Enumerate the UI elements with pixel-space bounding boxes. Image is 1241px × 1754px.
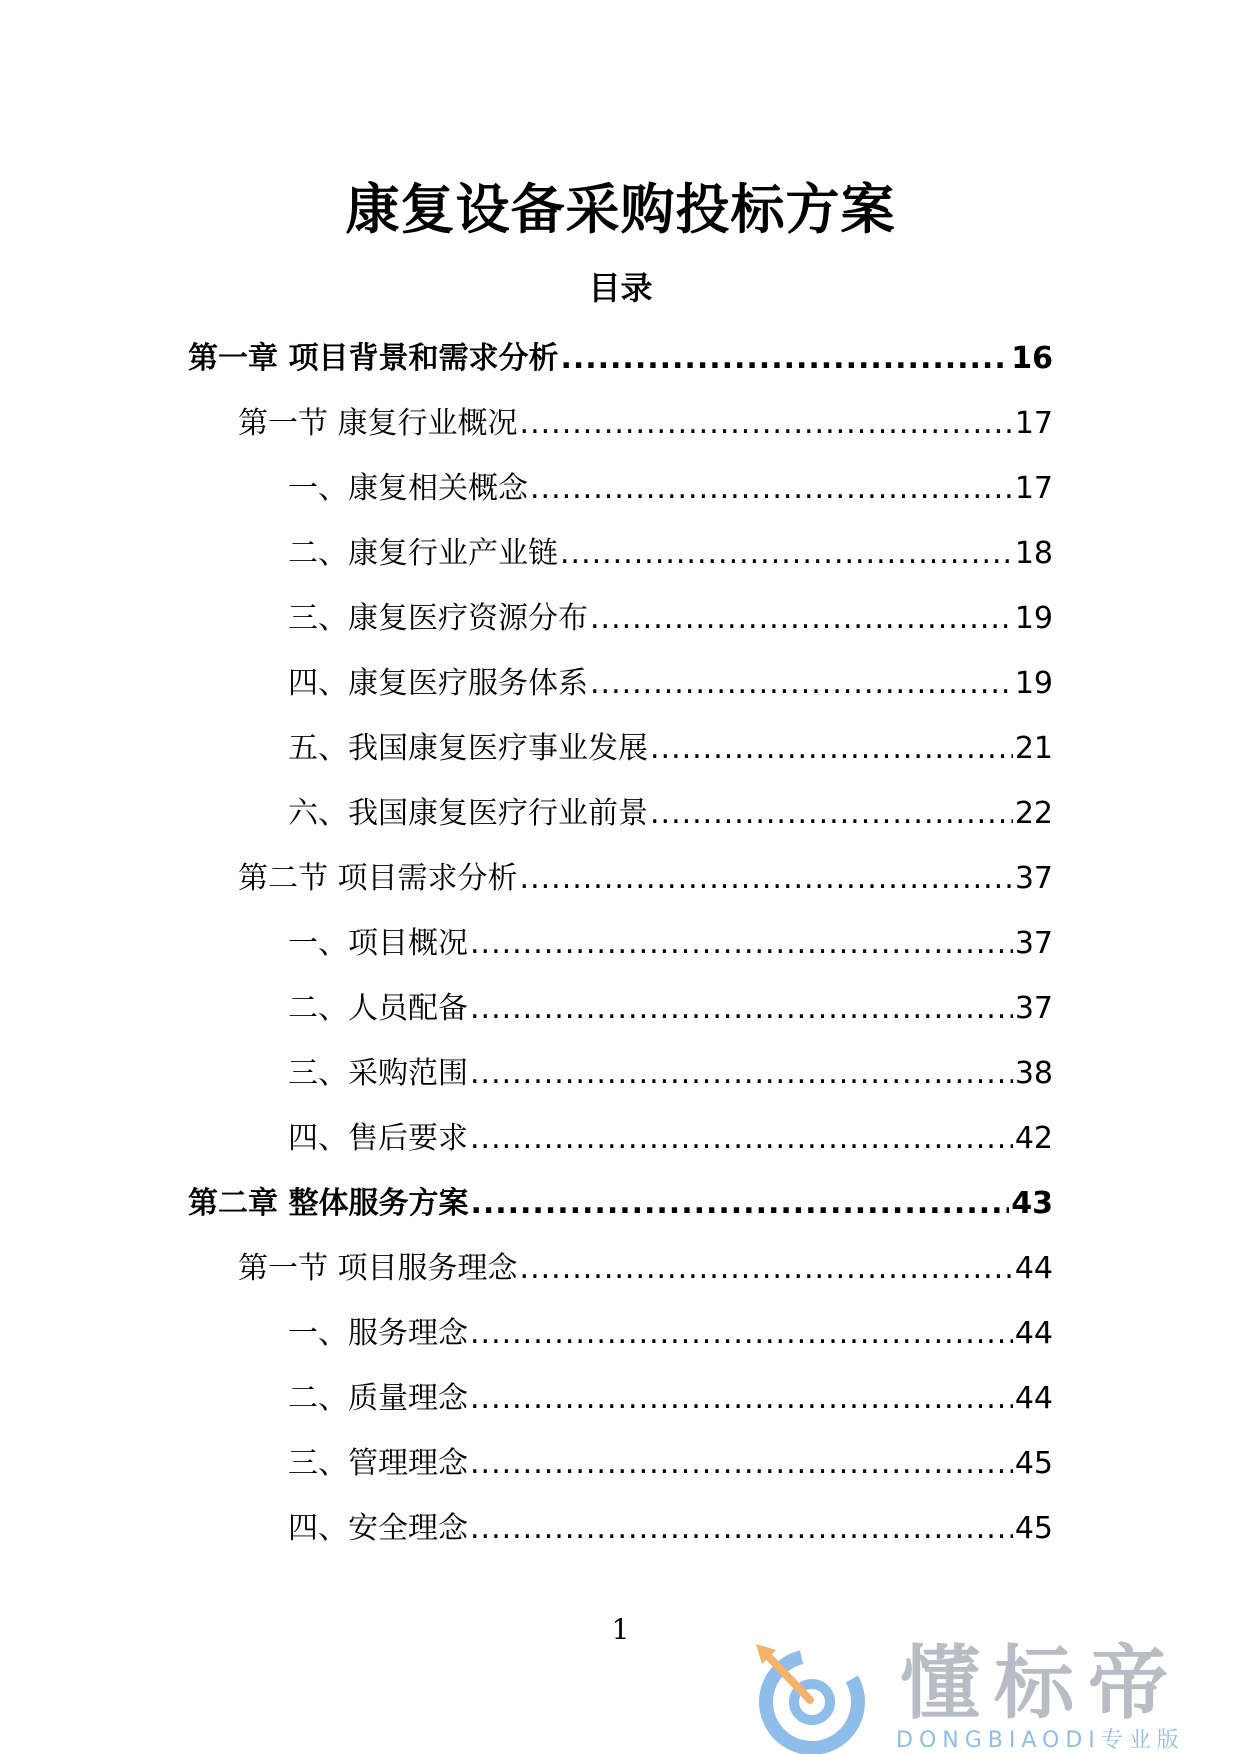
toc-entry-page: 19 xyxy=(1014,600,1053,636)
toc-leader-dots xyxy=(470,1184,1009,1224)
toc-entry[interactable] xyxy=(0,391,1241,456)
toc-entry[interactable] xyxy=(0,326,1241,391)
toc-entry-page: 38 xyxy=(1014,1055,1053,1091)
toc-entry-page: 45 xyxy=(1014,1445,1053,1481)
toc-entry-title: 六、我国康复医疗行业前景 xyxy=(288,795,648,831)
toc-entry[interactable] xyxy=(0,716,1241,781)
toc-leader-dots xyxy=(470,1379,1013,1419)
toc-entry-page: 17 xyxy=(1014,470,1053,506)
toc-entry-title: 一、康复相关概念 xyxy=(288,470,528,506)
toc-leader-dots xyxy=(470,1314,1013,1354)
toc-entry-title: 三、管理理念 xyxy=(288,1445,468,1481)
toc-entry-page: 17 xyxy=(1014,405,1053,441)
toc-entry-title: 一、服务理念 xyxy=(288,1315,468,1351)
toc-entry[interactable] xyxy=(0,1366,1241,1431)
toc-entry-page: 43 xyxy=(1011,1185,1053,1221)
toc-entry-title: 第一章 项目背景和需求分析 xyxy=(188,340,559,376)
toc-entry-title: 三、采购范围 xyxy=(288,1055,468,1091)
toc-leader-dots xyxy=(590,664,1013,704)
toc-entry-title: 第二节 项目需求分析 xyxy=(238,860,518,896)
toc-leader-dots xyxy=(560,339,1009,379)
watermark xyxy=(740,1637,1220,1754)
toc-entry[interactable] xyxy=(0,781,1241,846)
toc-entry-title: 三、康复医疗资源分布 xyxy=(288,600,588,636)
toc-entry-title: 第二章 整体服务方案 xyxy=(188,1185,469,1221)
toc-entry[interactable] xyxy=(0,911,1241,976)
toc-entry[interactable] xyxy=(0,976,1241,1041)
toc-entry-page: 42 xyxy=(1014,1120,1053,1156)
toc-entry-page: 44 xyxy=(1014,1250,1053,1286)
toc-entry-title: 五、我国康复医疗事业发展 xyxy=(288,730,648,766)
toc-entry[interactable] xyxy=(0,1301,1241,1366)
toc-entry-page: 45 xyxy=(1014,1510,1053,1546)
toc-entry[interactable] xyxy=(0,846,1241,911)
toc-entry-title: 四、康复医疗服务体系 xyxy=(288,665,588,701)
watermark-subtitle: DONGBIAODI专业版 xyxy=(896,1728,1185,1753)
toc-leader-dots xyxy=(470,1509,1013,1549)
toc-leader-dots xyxy=(470,1054,1013,1094)
toc-entry-title: 一、项目概况 xyxy=(288,925,468,961)
toc-leader-dots xyxy=(650,794,1013,834)
toc-entry[interactable] xyxy=(0,651,1241,716)
toc-entry[interactable] xyxy=(0,1171,1241,1236)
toc-entry[interactable] xyxy=(0,1431,1241,1496)
toc-entry-page: 16 xyxy=(1011,340,1053,376)
toc-leader-dots xyxy=(520,1249,1013,1289)
toc-leader-dots xyxy=(470,924,1013,964)
toc-leader-dots xyxy=(590,599,1013,639)
toc-entry-page: 21 xyxy=(1014,730,1053,766)
toc-entry-page: 44 xyxy=(1014,1380,1053,1416)
page-number: 1 xyxy=(611,1613,630,1646)
toc-leader-dots xyxy=(560,534,1013,574)
toc-entry[interactable] xyxy=(0,456,1241,521)
toc-leader-dots xyxy=(470,1119,1013,1159)
toc-leader-dots xyxy=(470,1444,1013,1484)
table-of-contents xyxy=(0,326,1241,1561)
toc-leader-dots xyxy=(470,989,1013,1029)
document-title: 康复设备采购投标方案 xyxy=(345,178,896,241)
toc-leader-dots xyxy=(520,859,1013,899)
toc-leader-dots xyxy=(650,729,1013,769)
toc-entry[interactable] xyxy=(0,586,1241,651)
toc-entry-title: 二、康复行业产业链 xyxy=(288,535,558,571)
toc-leader-dots xyxy=(520,404,1013,444)
target-arrow-logo-icon xyxy=(746,1640,870,1754)
toc-entry-title: 第一节 项目服务理念 xyxy=(238,1250,518,1286)
watermark-brand-name: 懂标帝 xyxy=(900,1637,1182,1730)
toc-entry-page: 37 xyxy=(1014,990,1053,1026)
toc-entry-page: 18 xyxy=(1014,535,1053,571)
toc-entry[interactable] xyxy=(0,1106,1241,1171)
toc-entry-title: 四、安全理念 xyxy=(288,1510,468,1546)
toc-leader-dots xyxy=(530,469,1013,509)
toc-entry-title: 四、售后要求 xyxy=(288,1120,468,1156)
toc-entry-page: 19 xyxy=(1014,665,1053,701)
toc-entry-title: 二、人员配备 xyxy=(288,990,468,1026)
toc-entry[interactable] xyxy=(0,1496,1241,1561)
toc-entry-page: 44 xyxy=(1014,1315,1053,1351)
toc-entry-title: 第一节 康复行业概况 xyxy=(238,405,518,441)
toc-entry-title: 二、质量理念 xyxy=(288,1380,468,1416)
toc-entry-page: 37 xyxy=(1014,925,1053,961)
toc-entry-page: 37 xyxy=(1014,860,1053,896)
toc-entry[interactable] xyxy=(0,521,1241,586)
toc-entry[interactable] xyxy=(0,1236,1241,1301)
toc-heading: 目录 xyxy=(588,269,653,307)
toc-entry[interactable] xyxy=(0,1041,1241,1106)
toc-entry-page: 22 xyxy=(1014,795,1053,831)
